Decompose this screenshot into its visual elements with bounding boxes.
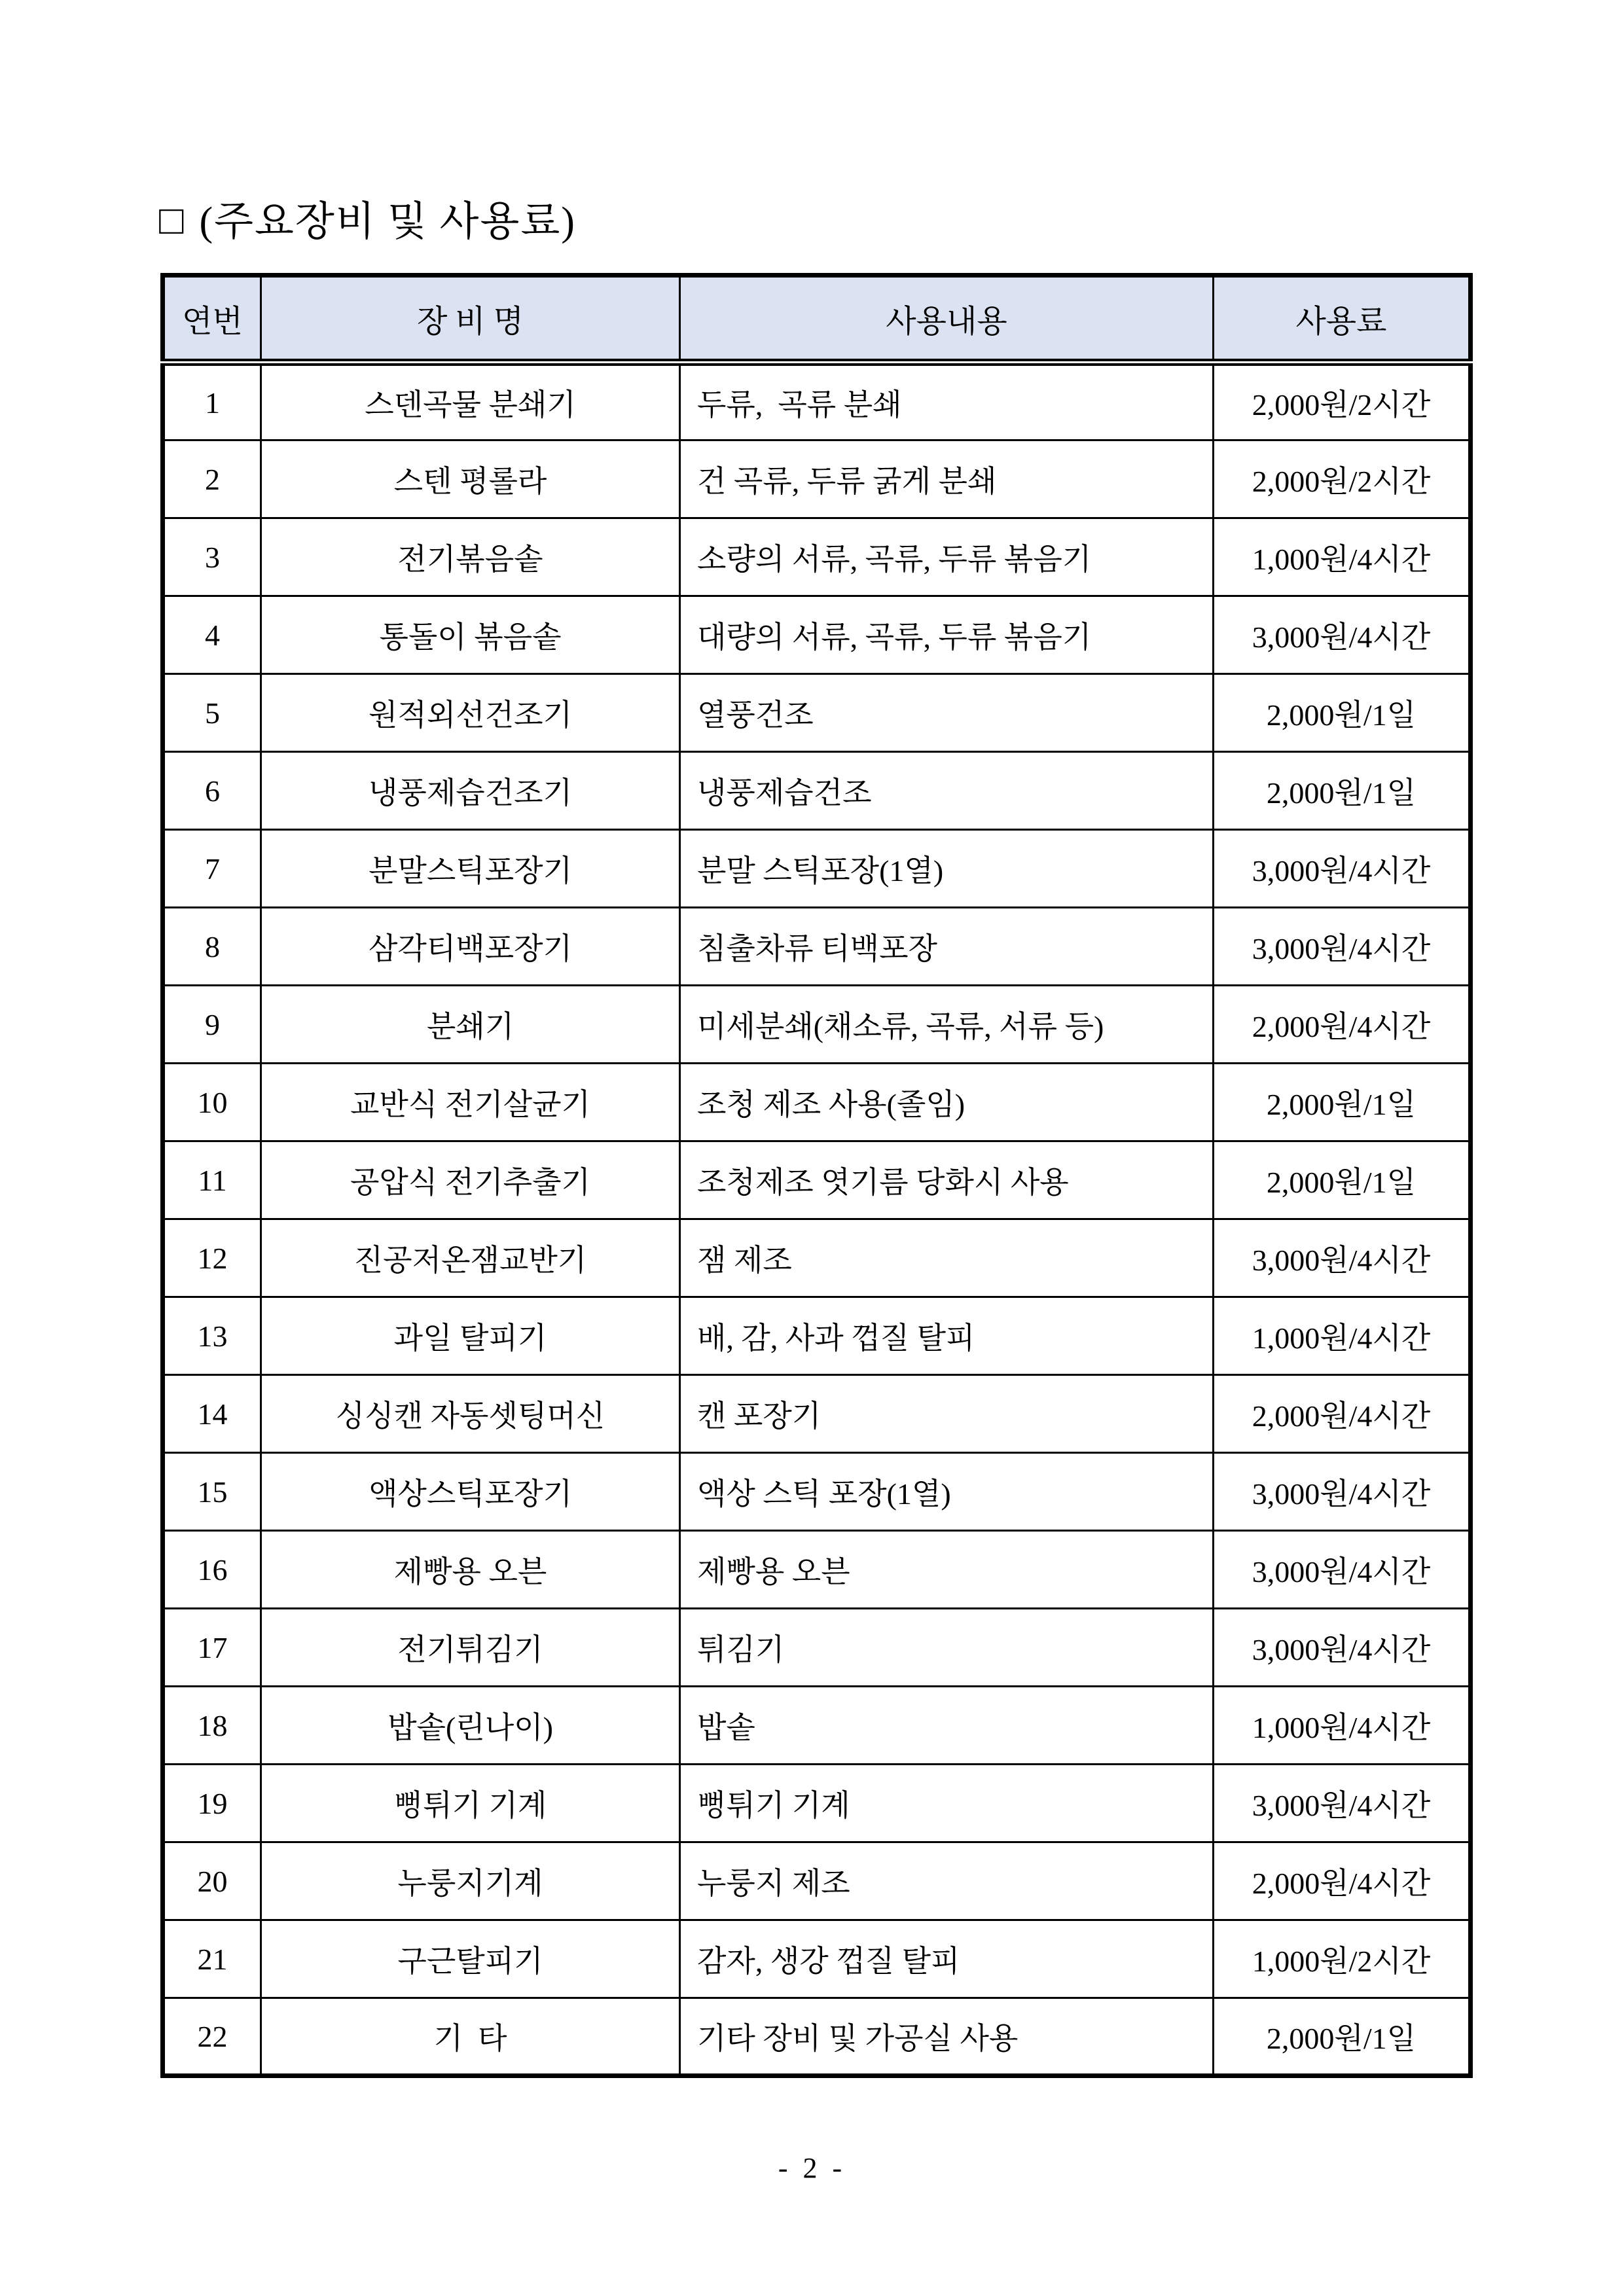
table-row bbox=[163, 986, 1471, 1064]
usage-cell: 냉풍제습건조 bbox=[680, 752, 1214, 830]
fee-cell: 2,000원/1일 bbox=[1214, 1141, 1471, 1219]
table-row bbox=[163, 1687, 1471, 1765]
fee-cell: 3,000원/4시간 bbox=[1214, 1765, 1471, 1842]
row-number-cell: 7 bbox=[163, 830, 261, 908]
row-number-cell: 20 bbox=[163, 1842, 261, 1920]
equipment-name-cell: 분말스틱포장기 bbox=[261, 830, 680, 908]
fee-cell: 2,000원/4시간 bbox=[1214, 986, 1471, 1064]
header-cell-fee: 사용료 bbox=[1214, 276, 1471, 363]
table-row bbox=[163, 752, 1471, 830]
row-number-cell: 14 bbox=[163, 1375, 261, 1453]
row-number-cell: 3 bbox=[163, 518, 261, 596]
equipment-name-cell: 원적외선건조기 bbox=[261, 674, 680, 752]
row-number-cell: 19 bbox=[163, 1765, 261, 1842]
usage-cell: 소량의 서류, 곡류, 두류 볶음기 bbox=[680, 518, 1214, 596]
equipment-name-cell: 냉풍제습건조기 bbox=[261, 752, 680, 830]
usage-cell: 열풍건조 bbox=[680, 674, 1214, 752]
equipment-name-cell: 진공저온잼교반기 bbox=[261, 1219, 680, 1297]
equipment-name-cell: 액상스틱포장기 bbox=[261, 1453, 680, 1531]
usage-cell: 대량의 서류, 곡류, 두류 볶음기 bbox=[680, 596, 1214, 674]
equipment-name-cell: 과일 탈피기 bbox=[261, 1297, 680, 1375]
fee-cell: 2,000원/4시간 bbox=[1214, 1842, 1471, 1920]
usage-cell: 제빵용 오븐 bbox=[680, 1531, 1214, 1609]
usage-cell: 두류, 곡류 분쇄 bbox=[680, 363, 1214, 440]
fee-cell: 3,000원/4시간 bbox=[1214, 1453, 1471, 1531]
equipment-name-cell: 싱싱캔 자동셋팅머신 bbox=[261, 1375, 680, 1453]
row-number-cell: 11 bbox=[163, 1141, 261, 1219]
row-number-cell: 17 bbox=[163, 1609, 261, 1687]
page-title bbox=[159, 188, 576, 247]
table-row bbox=[163, 596, 1471, 674]
table-row bbox=[163, 674, 1471, 752]
table-row bbox=[163, 1064, 1471, 1141]
usage-cell: 조청제조 엿기름 당화시 사용 bbox=[680, 1141, 1214, 1219]
fee-cell: 2,000원/2시간 bbox=[1214, 440, 1471, 518]
row-number-cell: 4 bbox=[163, 596, 261, 674]
table-header-row bbox=[163, 276, 1471, 363]
table-row bbox=[163, 1375, 1471, 1453]
table-row bbox=[163, 1842, 1471, 1920]
page-number: - 2 - bbox=[778, 2152, 846, 2184]
equipment-name-cell: 통돌이 볶음솥 bbox=[261, 596, 680, 674]
fee-cell: 2,000원/2시간 bbox=[1214, 363, 1471, 440]
usage-cell: 뻥튀기 기계 bbox=[680, 1765, 1214, 1842]
table-row bbox=[163, 1920, 1471, 1998]
equipment-name-cell: 공압식 전기추출기 bbox=[261, 1141, 680, 1219]
row-number-cell: 22 bbox=[163, 1998, 261, 2076]
row-number-cell: 1 bbox=[163, 363, 261, 440]
usage-cell: 튀김기 bbox=[680, 1609, 1214, 1687]
row-number-cell: 9 bbox=[163, 986, 261, 1064]
usage-cell: 기타 장비 및 가공실 사용 bbox=[680, 1998, 1214, 2076]
fee-cell: 2,000원/1일 bbox=[1214, 1998, 1471, 2076]
equipment-name-cell: 뻥튀기 기계 bbox=[261, 1765, 680, 1842]
fee-cell: 3,000원/4시간 bbox=[1214, 1219, 1471, 1297]
table-row bbox=[163, 1219, 1471, 1297]
fee-cell: 3,000원/4시간 bbox=[1214, 596, 1471, 674]
equipment-name-cell: 제빵용 오븐 bbox=[261, 1531, 680, 1609]
equipment-name-cell: 교반식 전기살균기 bbox=[261, 1064, 680, 1141]
equipment-table-body bbox=[163, 363, 1471, 2076]
row-number-cell: 16 bbox=[163, 1531, 261, 1609]
usage-cell: 건 곡류, 두류 굵게 분쇄 bbox=[680, 440, 1214, 518]
table-row bbox=[163, 440, 1471, 518]
row-number-cell: 12 bbox=[163, 1219, 261, 1297]
row-number-cell: 21 bbox=[163, 1920, 261, 1998]
equipment-name-cell: 전기볶음솥 bbox=[261, 518, 680, 596]
header-cell-usage: 사용내용 bbox=[680, 276, 1214, 363]
usage-cell: 잼 제조 bbox=[680, 1219, 1214, 1297]
equipment-name-cell: 기 타 bbox=[261, 1998, 680, 2076]
equipment-name-cell: 밥솥(린나이) bbox=[261, 1687, 680, 1765]
fee-cell: 2,000원/1일 bbox=[1214, 752, 1471, 830]
table-row bbox=[163, 1141, 1471, 1219]
fee-cell: 2,000원/4시간 bbox=[1214, 1375, 1471, 1453]
usage-cell: 조청 제조 사용(졸임) bbox=[680, 1064, 1214, 1141]
equipment-name-cell: 분쇄기 bbox=[261, 986, 680, 1064]
fee-cell: 3,000원/4시간 bbox=[1214, 830, 1471, 908]
table-row bbox=[163, 363, 1471, 440]
fee-cell: 1,000원/4시간 bbox=[1214, 1297, 1471, 1375]
usage-cell: 액상 스틱 포장(1열) bbox=[680, 1453, 1214, 1531]
fee-cell: 1,000원/2시간 bbox=[1214, 1920, 1471, 1998]
row-number-cell: 15 bbox=[163, 1453, 261, 1531]
square-bullet-icon: □ bbox=[159, 198, 185, 243]
table-header bbox=[163, 276, 1471, 363]
usage-cell: 밥솥 bbox=[680, 1687, 1214, 1765]
fee-cell: 2,000원/1일 bbox=[1214, 674, 1471, 752]
table-row bbox=[163, 1609, 1471, 1687]
header-cell-equipment: 장 비 명 bbox=[261, 276, 680, 363]
fee-cell: 2,000원/1일 bbox=[1214, 1064, 1471, 1141]
equipment-name-cell: 구근탈피기 bbox=[261, 1920, 680, 1998]
usage-cell: 누룽지 제조 bbox=[680, 1842, 1214, 1920]
row-number-cell: 2 bbox=[163, 440, 261, 518]
equipment-fee-table bbox=[160, 273, 1473, 2078]
usage-cell: 미세분쇄(채소류, 곡류, 서류 등) bbox=[680, 986, 1214, 1064]
table-row bbox=[163, 830, 1471, 908]
table-row bbox=[163, 518, 1471, 596]
table-row bbox=[163, 1297, 1471, 1375]
equipment-name-cell: 전기튀김기 bbox=[261, 1609, 680, 1687]
row-number-cell: 6 bbox=[163, 752, 261, 830]
row-number-cell: 10 bbox=[163, 1064, 261, 1141]
fee-cell: 1,000원/4시간 bbox=[1214, 1687, 1471, 1765]
usage-cell: 감자, 생강 껍질 탈피 bbox=[680, 1920, 1214, 1998]
usage-cell: 침출차류 티백포장 bbox=[680, 908, 1214, 986]
equipment-name-cell: 삼각티백포장기 bbox=[261, 908, 680, 986]
page-title-text: (주요장비 및 사용료) bbox=[199, 200, 576, 244]
row-number-cell: 8 bbox=[163, 908, 261, 986]
usage-cell: 캔 포장기 bbox=[680, 1375, 1214, 1453]
row-number-cell: 5 bbox=[163, 674, 261, 752]
row-number-cell: 18 bbox=[163, 1687, 261, 1765]
equipment-name-cell: 누룽지기계 bbox=[261, 1842, 680, 1920]
header-cell-number: 연번 bbox=[163, 276, 261, 363]
row-number-cell: 13 bbox=[163, 1297, 261, 1375]
table-row bbox=[163, 1531, 1471, 1609]
table-row bbox=[163, 908, 1471, 986]
fee-cell: 1,000원/4시간 bbox=[1214, 518, 1471, 596]
usage-cell: 배, 감, 사과 껍질 탈피 bbox=[680, 1297, 1214, 1375]
fee-cell: 3,000원/4시간 bbox=[1214, 1609, 1471, 1687]
table-row bbox=[163, 1998, 1471, 2076]
equipment-name-cell: 스텐 평롤라 bbox=[261, 440, 680, 518]
equipment-name-cell: 스덴곡물 분쇄기 bbox=[261, 363, 680, 440]
usage-cell: 분말 스틱포장(1열) bbox=[680, 830, 1214, 908]
table-row bbox=[163, 1453, 1471, 1531]
fee-cell: 3,000원/4시간 bbox=[1214, 908, 1471, 986]
fee-cell: 3,000원/4시간 bbox=[1214, 1531, 1471, 1609]
table-row bbox=[163, 1765, 1471, 1842]
